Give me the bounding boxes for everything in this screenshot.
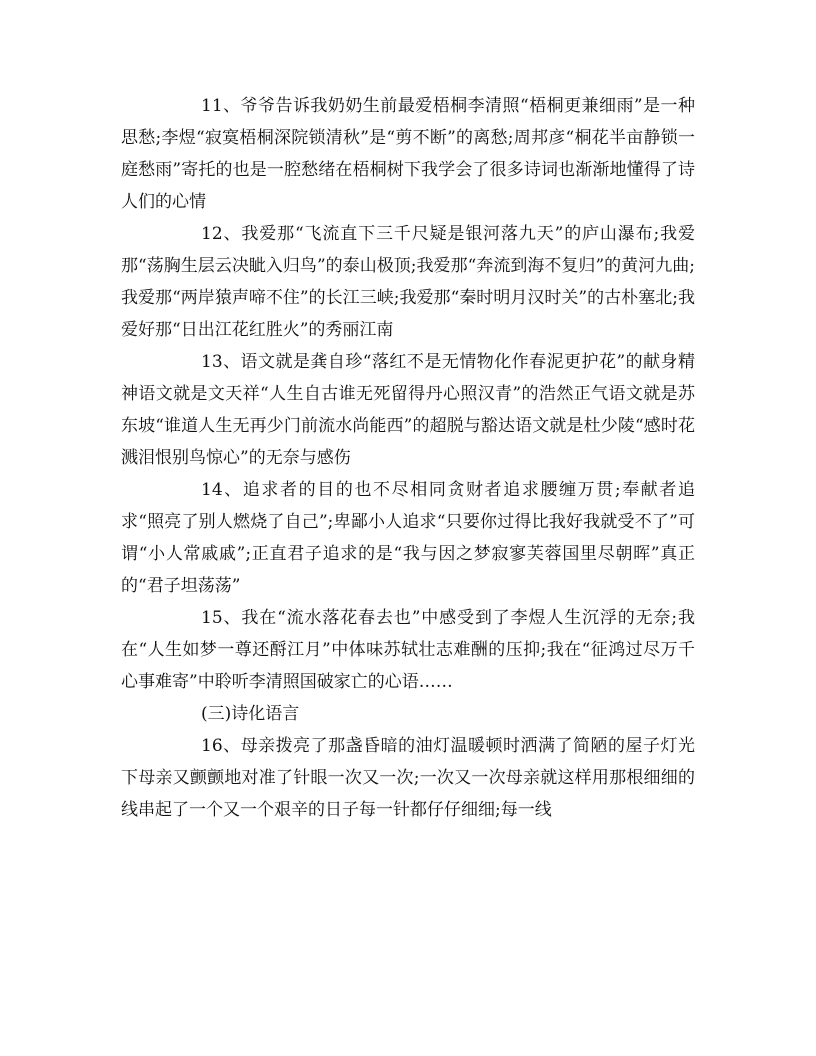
document-body: [121, 90, 695, 826]
paragraph-13: 13、语文就是龚自珍“落红不是无情物化作春泥更护花”的献身精神语文就是文天祥“人生自古谁无死留得丹心照汉青”的浩然正气语文就是苏东坡“谁道人生无再少门前流水尚能西”的超脱与豁达语文就是杜少陵“感时花溅泪恨别鸟惊心”的无奈与感伤: [121, 352, 695, 468]
section-heading: (三)诗化语言: [201, 704, 300, 724]
paragraph-14: 14、追求者的目的也不尽相同贪财者追求腰缠万贯;奉献者追求“照亮了别人燃烧了自己”;卑鄙小人追求“只要你过得比我好我就受不了”可谓“小人常戚戚”;正直君子追求的是“我与因之梦寂寥芙蓉国里尽朝晖”真正的“君子坦荡荡”: [121, 480, 695, 596]
paragraph-15: 15、我在“流水落花春去也”中感受到了李煜人生沉浮的无奈;我在“人生如梦一尊还酹江月”中体味苏轼壮志难酬的压抑;我在“征鸿过尽万千心事难寄”中聆听李清照国破家亡的心语……: [121, 608, 695, 692]
paragraph-12: 12、我爱那“飞流直下三千尺疑是银河落九天”的庐山瀑布;我爱那“荡胸生层云决眦入归鸟”的泰山极顶;我爱那“奔流到海不复归”的黄河九曲;我爱那“两岸猿声啼不住”的长江三峡;我爱那“秦时明月汉时关”的古朴塞北;我爱好那“日出江花红胜火”的秀丽江南: [121, 224, 695, 340]
paragraph-11: 11、爷爷告诉我奶奶生前最爱梧桐李清照“梧桐更兼细雨”是一种思愁;李煜“寂寞梧桐深院锁清秋”是“剪不断”的离愁;周邦彦“桐花半亩静锁一庭愁雨”寄托的也是一腔愁绪在梧桐树下我学会了很多诗词也渐渐地懂得了诗人们的心情: [121, 96, 695, 212]
paragraph-16: 16、母亲拨亮了那盏昏暗的油灯温暖顿时洒满了简陋的屋子灯光下母亲又颤颤地对准了针眼一次又一次;一次又一次母亲就这样用那根细细的线串起了一个又一个艰辛的日子每一针都仔仔细细;每一线: [121, 736, 695, 820]
